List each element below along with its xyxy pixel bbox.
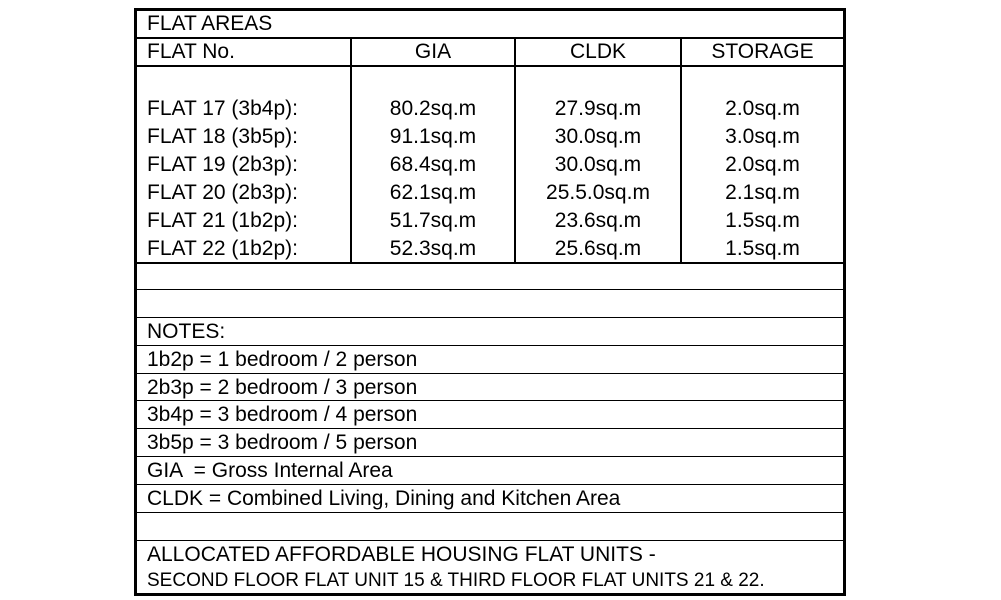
note-3b5p: 3b5p = 3 bedroom / 5 person bbox=[147, 431, 418, 454]
row-20-cldk: 25.5.0sq.m bbox=[546, 181, 650, 204]
rule-allocation bbox=[137, 540, 843, 541]
row-flat-21: FLAT 21 (1b2p): bbox=[147, 209, 298, 232]
row-19-gia: 68.4sq.m bbox=[389, 153, 477, 176]
note-1b2p: 1b2p = 1 bedroom / 2 person bbox=[147, 348, 418, 371]
flat-areas-schedule bbox=[134, 8, 846, 596]
row-flat-22: FLAT 22 (1b2p): bbox=[147, 237, 298, 260]
rule-header bbox=[137, 65, 843, 67]
note-cldk: CLDK = Combined Living, Dining and Kitchen Area bbox=[147, 487, 621, 510]
allocation-detail: SECOND FLOOR FLAT UNIT 15 & THIRD FLOOR FLAT UNITS 21 & 22. bbox=[147, 570, 765, 591]
notes-heading: NOTES: bbox=[147, 320, 226, 343]
row-18-gia: 91.1sq.m bbox=[389, 125, 477, 148]
rule-note-5 bbox=[137, 456, 843, 457]
rule-title bbox=[137, 37, 843, 39]
row-17-gia: 80.2sq.m bbox=[389, 97, 477, 120]
row-22-storage: 1.5sq.m bbox=[725, 237, 800, 260]
table-title: FLAT AREAS bbox=[147, 12, 273, 35]
note-2b3p: 2b3p = 2 bedroom / 3 person bbox=[147, 376, 418, 399]
header-flat-no: FLAT No. bbox=[147, 40, 235, 63]
row-18-cldk: 30.0sq.m bbox=[554, 125, 642, 148]
rule-spacer bbox=[137, 289, 843, 290]
row-19-cldk: 30.0sq.m bbox=[554, 153, 642, 176]
rule-note-3 bbox=[137, 400, 843, 401]
row-flat-17: FLAT 17 (3b4p): bbox=[147, 97, 298, 120]
row-20-storage: 2.1sq.m bbox=[725, 181, 800, 204]
row-17-storage: 2.0sq.m bbox=[725, 97, 800, 120]
note-gia: GIA = Gross Internal Area bbox=[147, 459, 393, 482]
header-cldk: CLDK bbox=[569, 40, 627, 63]
row-21-gia: 51.7sq.m bbox=[389, 209, 477, 232]
row-21-cldk: 23.6sq.m bbox=[554, 209, 642, 232]
rule-note-1 bbox=[137, 345, 843, 346]
row-21-storage: 1.5sq.m bbox=[725, 209, 800, 232]
allocation-heading: ALLOCATED AFFORDABLE HOUSING FLAT UNITS - bbox=[147, 543, 656, 566]
row-19-storage: 2.0sq.m bbox=[725, 153, 800, 176]
header-gia: GIA bbox=[414, 40, 452, 63]
rule-notes-start bbox=[137, 317, 843, 318]
row-22-gia: 52.3sq.m bbox=[389, 237, 477, 260]
row-22-cldk: 25.6sq.m bbox=[554, 237, 642, 260]
row-flat-19: FLAT 19 (2b3p): bbox=[147, 153, 298, 176]
row-18-storage: 3.0sq.m bbox=[725, 125, 800, 148]
rule-spacer-2 bbox=[137, 512, 843, 513]
header-storage: STORAGE bbox=[711, 40, 814, 63]
row-flat-18: FLAT 18 (3b5p): bbox=[147, 125, 298, 148]
rule-note-4 bbox=[137, 428, 843, 429]
row-17-cldk: 27.9sq.m bbox=[554, 97, 642, 120]
row-20-gia: 62.1sq.m bbox=[389, 181, 477, 204]
rule-table-end bbox=[137, 262, 843, 264]
note-3b4p: 3b4p = 3 bedroom / 4 person bbox=[147, 403, 418, 426]
rule-note-6 bbox=[137, 484, 843, 485]
rule-note-2 bbox=[137, 373, 843, 374]
row-flat-20: FLAT 20 (2b3p): bbox=[147, 181, 298, 204]
